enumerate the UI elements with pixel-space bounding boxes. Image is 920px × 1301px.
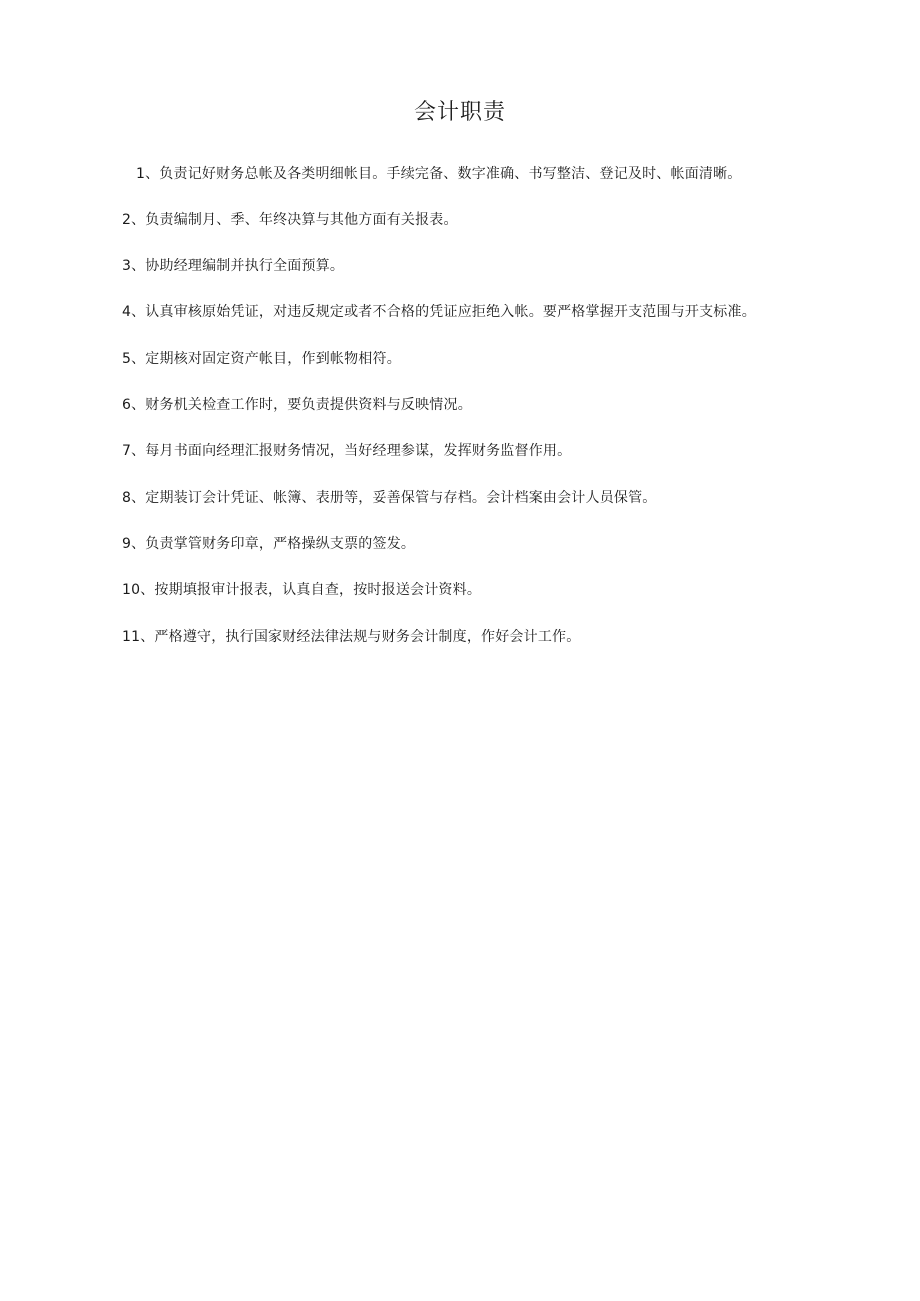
duty-item-10: 10、按期填报审计报表，认真自查，按时报送会计资料。 bbox=[122, 582, 482, 598]
duty-item-1: 1、负责记好财务总帐及各类明细帐目。手续完备、数字准确、书写整洁、登记及时、帐面清晰。 bbox=[136, 166, 742, 182]
duty-item-6: 6、财务机关检查工作时，要负责提供资料与反映情况。 bbox=[122, 397, 472, 413]
duty-item-11: 11、严格遵守，执行国家财经法律法规与财务会计制度，作好会计工作。 bbox=[122, 629, 581, 645]
duty-item-5: 5、定期核对固定资产帐目，作到帐物相符。 bbox=[122, 351, 401, 367]
duty-item-7: 7、每月书面向经理汇报财务情况，当好经理参谋，发挥财务监督作用。 bbox=[122, 443, 572, 459]
duty-item-8: 8、定期装订会计凭证、帐簿、表册等，妥善保管与存档。会计档案由会计人员保管。 bbox=[122, 490, 657, 506]
duty-item-4: 4、认真审核原始凭证，对违反规定或者不合格的凭证应拒绝入帐。要严格掌握开支范围与开支标准。 bbox=[122, 304, 756, 320]
duty-item-2: 2、负责编制月、季、年终决算与其他方面有关报表。 bbox=[122, 212, 458, 228]
duty-item-3: 3、协助经理编制并执行全面预算。 bbox=[122, 258, 345, 274]
document-title: 会计职责 bbox=[413, 100, 506, 125]
duty-item-9: 9、负责掌管财务印章，严格操纵支票的签发。 bbox=[122, 536, 416, 552]
